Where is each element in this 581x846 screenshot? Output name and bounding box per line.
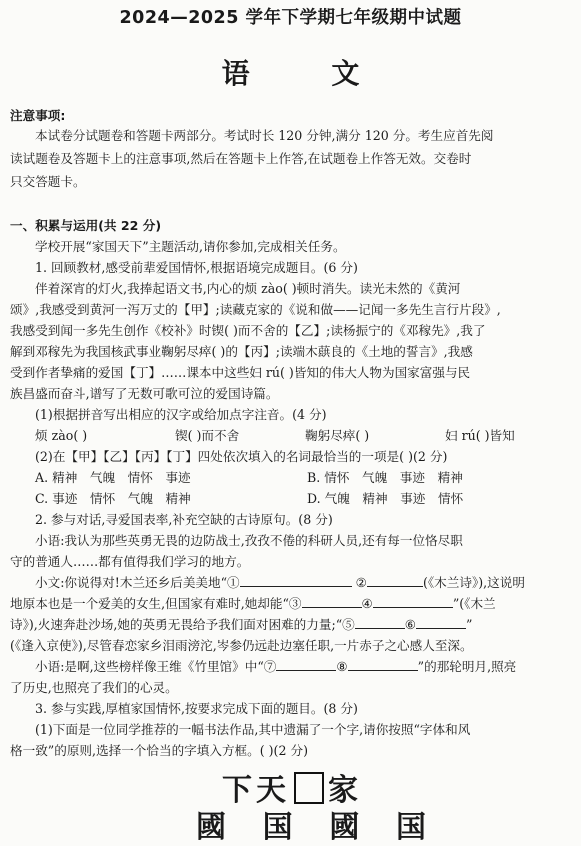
pinyin-item: 烦 zào( ): [35, 428, 88, 443]
character-choice[interactable]: 國: [196, 810, 226, 845]
option-b: B. 情怀 气魄 事迹 精神: [307, 470, 463, 485]
missing-character-box: [294, 772, 324, 804]
character-choice[interactable]: 国: [395, 810, 426, 845]
dialogue-line: 守的普通人……都有值得我们学习的地方。: [10, 554, 250, 569]
pinyin-item: 锲( )而不舍: [175, 428, 240, 443]
exam-title: 2024—2025 学年下学期七年级期中试题: [119, 8, 462, 28]
passage-line: 伴着深宵的灯火,我捧起语文书,内心的烦 zào( )顿时消失。读光未然的《黄河: [35, 281, 461, 296]
section-heading: 一、积累与运用(共 22 分): [10, 218, 162, 233]
passage-line: 颂》,我感受到黄河一泻万丈的【甲】;读藏克家的《说和做——记闻一多先生言行片段》,: [10, 302, 501, 317]
question-2-stem: 2. 参与对话,寻爱国表率,补充空缺的古诗原句。(8 分): [35, 512, 333, 527]
dialogue-line: (《逢入京使》),尽管春恋家乡泪雨滂沱,岑参仍远赴边塞任职,一片赤子之心感人至深。: [10, 638, 473, 653]
question-1-stem: 1. 回顾教材,感受前辈爱国情怀,根据语境完成题目。(6 分): [35, 260, 358, 275]
dialogue-line: 诗》),火速奔赴沙场,她的英勇无畏给予我们面对困难的力量;“⑤ ⑥ ”: [10, 617, 473, 632]
q3-line: (1)下面是一位同学推荐的一幅书法作品,其中遗漏了一个字,请你按照“字体和风: [35, 722, 471, 737]
dialogue-line: 了历史,也照亮了我们的心灵。: [10, 680, 178, 695]
option-d: D. 气魄 精神 事迹 情怀: [307, 491, 464, 506]
option-c: C. 事迹 情怀 气魄 精神: [35, 491, 191, 506]
character-choices: [196, 802, 426, 846]
passage-line: 解到邓稼先为我国核武事业鞠躬尽瘁( )的【丙】;读端木蕻良的《土地的誓言》,我感: [10, 344, 473, 359]
dialogue-line: 小语:是啊,这些榜样像王维《竹里馆》中“⑦ ⑧ ”的那轮明月,照亮: [35, 659, 517, 674]
pinyin-items: [10, 427, 581, 444]
notice-line: 本试卷分试题卷和答题卡两部分。考试时长 120 分钟,满分 120 分。考生应首先阅: [35, 128, 494, 143]
sub-question-1-stem: (1)根据拼音写出相应的汉字或给加点字注音。(4 分): [35, 407, 327, 422]
notice-line: 读试题卷及答题卡上的注意事项,然后在答题卡上作答,在试题卷上作答无效。交卷时: [10, 151, 472, 166]
character-choice[interactable]: 国: [262, 810, 293, 845]
option-a: A. 精神 气魄 情怀 事迹: [35, 470, 191, 485]
notice-heading: 注意事项:: [10, 108, 66, 123]
calligraphy-left: 下天: [222, 773, 290, 808]
subject-title: 语 文: [221, 57, 396, 90]
sub-question-2-stem: (2)在【甲】【乙】【丙】【丁】四处依次填入的名词最恰当的一项是( )(2 分): [35, 449, 448, 464]
passage-line: 我感受到闻一多先生创作《校补》时锲( )而不舍的【乙】;读杨振宁的《邓稼先》,我了: [10, 323, 486, 338]
q3-line: 格一致”的原则,选择一个恰当的字填入方框。( )(2 分): [10, 743, 308, 758]
dialogue-line: 地原本也是一个爱美的女生,但国家有难时,她却能“③ ④ ”(《木兰: [10, 596, 496, 611]
notice-line: 只交答题卡。: [10, 174, 86, 189]
question-3-stem: 3. 参与实践,厚植家国情怀,按要求完成下面的题目。(8 分): [35, 701, 358, 716]
pinyin-item: 鞠躬尽瘁( ): [305, 428, 370, 443]
passage-line: 族昌盛而奋斗,谱写了无数可歌可泣的爱国诗篇。: [10, 386, 279, 401]
options-row: [10, 490, 581, 507]
section-intro: 学校开展“家国天下”主题活动,请你参加,完成相关任务。: [35, 239, 346, 254]
character-choice[interactable]: 國: [329, 810, 360, 845]
dialogue-line: 小语:我认为那些英勇无畏的边防战士,孜孜不倦的科研人员,还有每一位恪尽职: [35, 533, 463, 548]
options-row: [10, 469, 581, 486]
pinyin-item: 妇 rú( )皆知: [445, 428, 515, 443]
passage-line: 受到作者挚痛的爱国【丁】……课本中这些妇 rú( )皆知的伟大人物为国家富强与民: [10, 365, 471, 380]
calligraphy-right: 家: [328, 773, 362, 808]
dialogue-line: 小文:你说得对!木兰还乡后美美地“① ② (《木兰诗》),这说明: [35, 575, 525, 590]
